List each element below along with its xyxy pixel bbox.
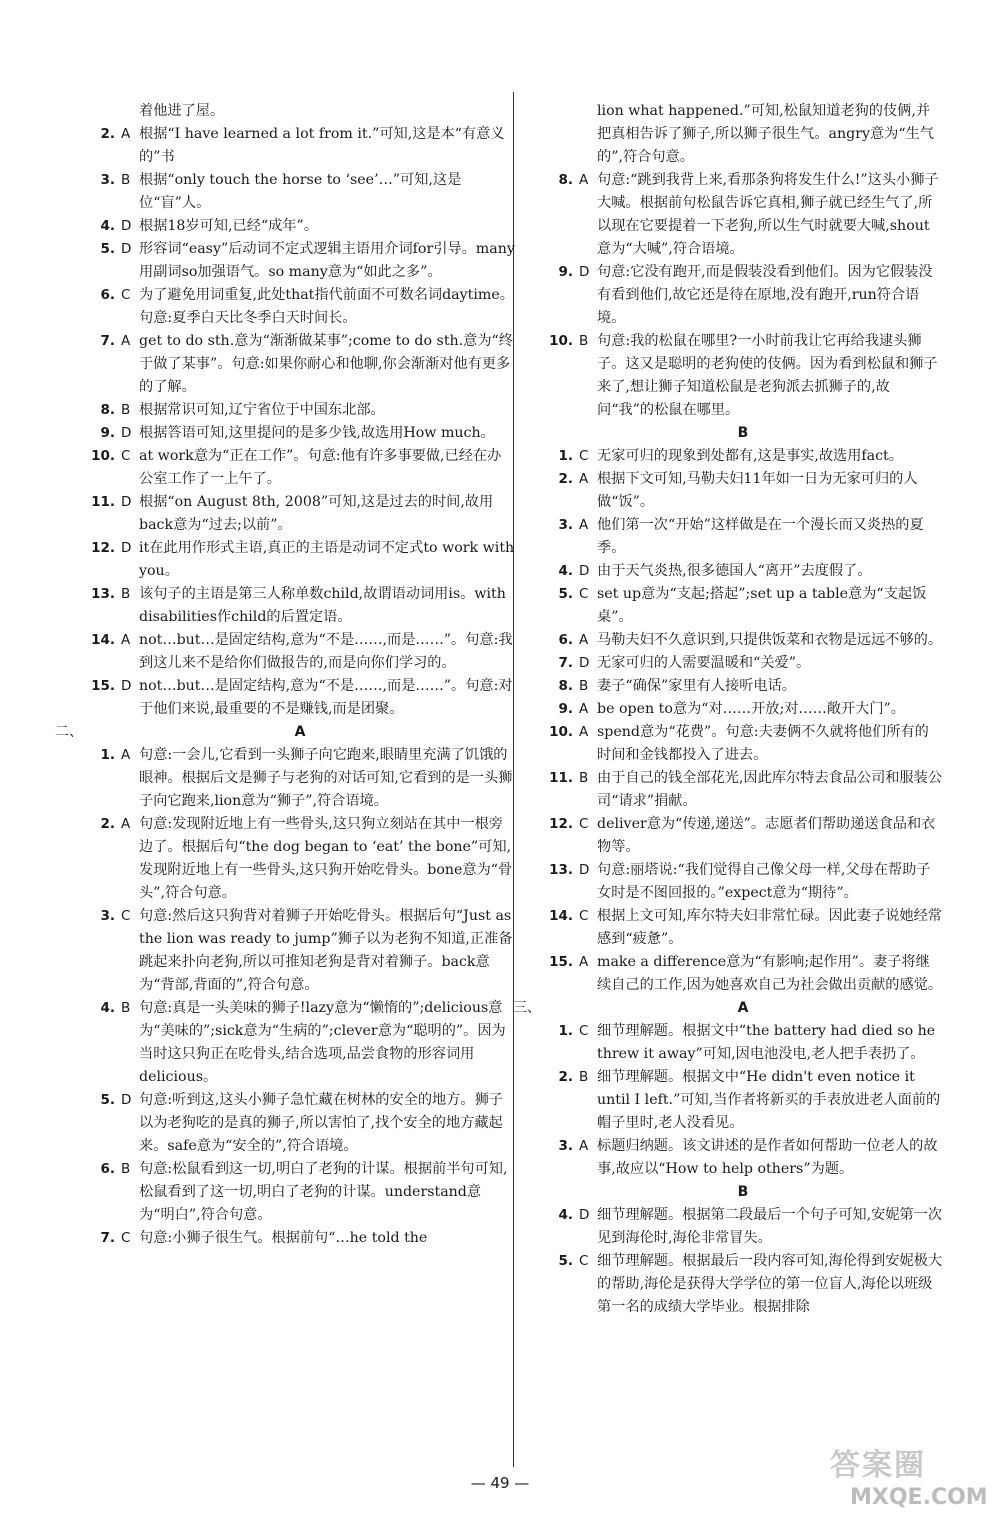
item-answer: A <box>579 701 589 717</box>
item-explanation: 由于天气炎热,很多德国人“离开”去度假了。 <box>597 563 872 579</box>
answer-item <box>543 261 943 330</box>
section-three-sub-b: B <box>737 1184 749 1200</box>
answer-item <box>85 238 515 284</box>
item-explanation: spend意为“花费”。句意:夫妻俩不久就将他们所有的时间和金钱都投入了进去。 <box>597 724 929 763</box>
answer-item <box>543 859 943 905</box>
item-explanation: 句意:它没有跑开,而是假装没看到他们。因为它假装没有看到他们,故它还是待在原地,没有跑开,run符合语境。 <box>597 264 933 326</box>
watermark-logo: 答案圈 <box>830 1448 926 1483</box>
answer-item <box>543 629 943 652</box>
item-answer: B <box>121 1000 131 1016</box>
right-items-a <box>543 169 943 422</box>
answer-item <box>543 1250 943 1319</box>
item-explanation: 形容词“easy”后动词不定式逻辑主语用介词for引导。many用副词so加强语气。so many意为“如此之多”。 <box>139 241 515 280</box>
answer-item <box>543 721 943 767</box>
item-explanation: 细节理解题。根据文中“He didn't even notice it until I left.”可知,当作者将新买的手表放进老人面前的帽子里时,老人没看见。 <box>597 1069 941 1131</box>
item-explanation: 句意:丽塔说:“我们觉得自己像父母一样,父母在帮助子女时是不图回报的。”expect意为“期待”。 <box>597 862 931 901</box>
item-explanation: not…but…是固定结构,意为“不是……,而是……”。句意:对于他们来说,最重要的不是赚钱,而是团聚。 <box>139 678 513 717</box>
item-answer: D <box>121 540 132 556</box>
item-number: 5. <box>100 1092 115 1108</box>
item-number: 1. <box>558 448 573 464</box>
answer-item <box>85 445 515 491</box>
item-answer: D <box>579 655 590 671</box>
answer-item <box>543 514 943 560</box>
item-explanation: 句意:“跳到我背上来,看那条狗将发生什么!”这头小狮子大喊。根据前句松鼠告诉它真相,狮子就已经生气了,所以现在它要提着一下老狗,所以生气时就要大喊,shout意为“大喊”,符合语境。 <box>597 172 939 257</box>
item-number: 9. <box>558 701 573 717</box>
item-explanation: 句意:松鼠看到这一切,明白了老狗的计谋。根据前半句可知,松鼠看到了这一切,明白了老狗的计谋。understand意为“明白”,符合句意。 <box>139 1161 508 1223</box>
item-number: 12. <box>91 540 115 556</box>
item-answer: A <box>579 172 589 188</box>
item-answer: C <box>579 1253 589 1269</box>
right-items-b <box>543 445 943 997</box>
item-explanation: 句意:真是一头美味的狮子!lazy意为“懒惰的”;delicious意为“美味的”;sick意为“生病的”;clever意为“聪明的”。因为当时这只狗正在吃骨头,结合选项,品尝食物的形容词用delicious。 <box>139 1000 506 1085</box>
item-explanation: 根据上文可知,库尔特夫妇非常忙碌。因此妻子说她经常感到“疲惫”。 <box>597 908 943 947</box>
item-explanation: 句意:发现附近地上有一些骨头,这只狗立刻站在其中一根旁边了。根据后句“the dog began to ‘eat’ the bone”可知,发现附近地上有一些骨头,这只狗开始吃骨头。bone意为“骨头”,符合句意。 <box>139 816 513 901</box>
item-explanation: 根据18岁可知,已经“成年”。 <box>139 218 318 234</box>
answer-item <box>85 675 515 721</box>
answer-item <box>543 767 943 813</box>
answer-item <box>85 997 515 1089</box>
right-items-c <box>543 1020 943 1181</box>
item-answer: A <box>579 1138 589 1154</box>
item-number: 10. <box>91 448 115 464</box>
item-answer: C <box>579 816 589 832</box>
item-number: 14. <box>549 908 573 924</box>
page-number: — 49 — <box>470 1474 530 1492</box>
answer-item <box>85 123 515 169</box>
item-answer: A <box>121 333 131 349</box>
watermark-url: MXQE.COM <box>850 1485 988 1510</box>
item-explanation: 细节理解题。根据最后一段内容可知,海伦得到安妮极大的帮助,海伦是获得大学学位的第一位盲人,海伦以班级第一名的成绩大学毕业。根据排除 <box>597 1253 943 1315</box>
item-answer: B <box>579 770 589 786</box>
item-explanation: get to do sth.意为“渐渐做某事”;come to do sth.意为“终于做了某事”。句意:如果你耐心和他聊,你会渐渐对他有更多的了解。 <box>139 333 513 395</box>
item-number: 6. <box>558 632 573 648</box>
left-items-b <box>85 744 515 1250</box>
item-number: 3. <box>558 517 573 533</box>
section-two-header <box>55 721 515 744</box>
item-answer: D <box>121 678 132 694</box>
item-explanation: not…but…是固定结构,意为“不是……,而是……”。句意:我到这儿来不是给你们做报告的,而是向你们学习的。 <box>139 632 513 671</box>
item-answer: A <box>121 126 131 142</box>
item-explanation: 句意:我的松鼠在哪里?一小时前我让它再给我逮头狮子。这又是聪明的老狗使的伎俩。因为看到松鼠和狮子来了,想让狮子知道松鼠是老狗派去抓狮子的,故问“我”的松鼠在哪里。 <box>597 333 938 418</box>
item-answer: C <box>121 448 131 464</box>
item-explanation: 细节理解题。根据第二段最后一个句子可知,安妮第一次见到海伦时,海伦非常冒失。 <box>597 1207 943 1246</box>
item-explanation: at work意为“正在工作”。句意:他有许多事要做,已经在办公室工作了一上午了。 <box>139 448 502 487</box>
answer-item <box>543 169 943 261</box>
item-number: 2. <box>558 471 573 487</box>
item-explanation: deliver意为“传递,递送”。志愿者们帮助递送食品和衣物等。 <box>597 816 936 855</box>
section-two-sub-b: B <box>737 425 749 441</box>
item-number: 1. <box>100 747 115 763</box>
answer-item <box>85 491 515 537</box>
item-number: 9. <box>100 425 115 441</box>
item-answer: B <box>579 1069 589 1085</box>
item-number: 3. <box>558 1138 573 1154</box>
answer-item <box>85 1158 515 1227</box>
item-answer: A <box>579 954 589 970</box>
item-explanation: make a difference意为“有影响;起作用”。妻子将继续自己的工作,因为她喜欢自己为社会做出贡献的感觉。 <box>597 954 943 993</box>
item-number: 10. <box>549 724 573 740</box>
answer-item <box>543 1135 943 1181</box>
item-answer: C <box>121 287 131 303</box>
item-number: 5. <box>558 1253 573 1269</box>
item-answer: C <box>579 448 589 464</box>
item-explanation: 根据“on August 8th, 2008”可知,这是过去的时间,故用back意为“过去;以前”。 <box>139 494 494 533</box>
item-number: 6. <box>100 1161 115 1177</box>
answer-item <box>85 1089 515 1158</box>
item-number: 5. <box>100 241 115 257</box>
item-answer: C <box>121 908 131 924</box>
item-explanation: 他们第一次“开始”这样做是在一个漫长而又炎热的夏季。 <box>597 517 924 556</box>
item-answer: D <box>121 494 132 510</box>
item-explanation: set up意为“支起;搭起”;set up a table意为“支起饭桌”。 <box>597 586 927 625</box>
item-number: 2. <box>100 126 115 142</box>
item-number: 12. <box>549 816 573 832</box>
item-explanation: 标题归纳题。该文讲述的是作者如何帮助一位老人的故事,故应以“How to help others”为题。 <box>597 1138 938 1177</box>
item-explanation: 无家可归的人需要温暖和“关爱”。 <box>597 655 811 671</box>
answer-item <box>85 1227 515 1250</box>
item-number: 2. <box>558 1069 573 1085</box>
item-explanation: 马勒夫妇不久意识到,只提供饭菜和衣物是远远不够的。 <box>597 632 943 648</box>
item-number: 9. <box>558 264 573 280</box>
item-answer: C <box>579 586 589 602</box>
item-explanation: 该句子的主语是第三人称单数child,故谓语动词用is。with disabilities作child的后置定语。 <box>139 586 506 625</box>
item-number: 8. <box>558 678 573 694</box>
item-answer: B <box>121 172 131 188</box>
item-number: 11. <box>549 770 573 786</box>
item-explanation: 根据常识可知,辽宁省位于中国东北部。 <box>139 402 385 418</box>
item-explanation: 妻子“确保”家里有人接听电话。 <box>597 678 796 694</box>
answer-item <box>543 330 943 422</box>
item-number: 3. <box>100 172 115 188</box>
left-lead-text: 着他进了屋。 <box>139 103 225 119</box>
answer-item <box>85 813 515 905</box>
right-items-d <box>543 1204 943 1319</box>
item-answer: A <box>121 747 131 763</box>
answer-item <box>543 905 943 951</box>
answer-item <box>85 629 515 675</box>
item-number: 5. <box>558 586 573 602</box>
item-number: 15. <box>549 954 573 970</box>
item-answer: D <box>579 264 590 280</box>
answer-item <box>543 560 943 583</box>
item-answer: B <box>121 402 131 418</box>
item-number: 15. <box>91 678 115 694</box>
item-explanation: 句意:一会儿,它看到一头狮子向它跑来,眼睛里充满了饥饿的眼神。根据后文是狮子与老狗的对话可知,它看到的是一头狮子向它跑来,lion意为“狮子”,符合语境。 <box>139 747 513 809</box>
item-answer: B <box>121 586 131 602</box>
item-answer: C <box>579 908 589 924</box>
item-number: 14. <box>91 632 115 648</box>
section-two-sub-a: A <box>294 724 306 740</box>
left-items-a <box>85 123 515 721</box>
item-answer: A <box>121 816 131 832</box>
item-answer: A <box>579 632 589 648</box>
item-number: 7. <box>100 333 115 349</box>
item-explanation: 句意:然后这只狗背对着狮子开始吃骨头。根据后句“Just as the lion was ready to jump”狮子以为老狗不知道,正准备跳起来扑向老狗,所以可推知老狗是背对着狮子。back意为“背部,背面的”,符合句意。 <box>139 908 513 993</box>
answer-item <box>85 422 515 445</box>
right-lead-text: lion what happened.”可知,松鼠知道老狗的伎俩,并把真相告诉了狮子,所以狮子很生气。angry意为“生气的”,符合句意。 <box>597 103 934 165</box>
item-answer: A <box>579 724 589 740</box>
answer-item <box>85 284 515 330</box>
item-number: 4. <box>558 563 573 579</box>
item-number: 11. <box>91 494 115 510</box>
item-number: 8. <box>100 402 115 418</box>
answer-item <box>543 652 943 675</box>
item-explanation: 无家可归的现象到处都有,这是事实,故选用fact。 <box>597 448 903 464</box>
item-answer: D <box>121 1092 132 1108</box>
item-number: 10. <box>549 333 573 349</box>
item-number: 1. <box>558 1023 573 1039</box>
item-answer: C <box>579 1023 589 1039</box>
answer-item <box>85 169 515 215</box>
item-answer: A <box>579 517 589 533</box>
right-column <box>513 100 943 1319</box>
answer-item <box>85 537 515 583</box>
item-number: 3. <box>100 908 115 924</box>
item-answer: D <box>121 425 132 441</box>
item-explanation: 根据答语可知,这里提问的是多少钱,故选用How much。 <box>139 425 495 441</box>
section-three-header <box>513 997 943 1020</box>
answer-item <box>543 583 943 629</box>
answer-item <box>543 675 943 698</box>
item-number: 4. <box>100 218 115 234</box>
item-explanation: 根据“only touch the horse to ‘see’…”可知,这是位“盲”人。 <box>139 172 462 211</box>
item-number: 13. <box>549 862 573 878</box>
section-two-mark: 二、 <box>55 724 83 740</box>
item-explanation: 细节理解题。根据文中“the battery had died so he threw it away”可知,因电池没电,老人把手表扔了。 <box>597 1023 936 1062</box>
answer-item <box>543 1066 943 1135</box>
item-number: 4. <box>558 1207 573 1223</box>
answer-item <box>85 583 515 629</box>
answer-item <box>543 698 943 721</box>
answer-item <box>85 215 515 238</box>
item-explanation: 根据下文可知,马勒夫妇11年如一日为无家可归的人做“饭”。 <box>597 471 918 510</box>
item-number: 6. <box>100 287 115 303</box>
left-column <box>55 100 515 1250</box>
item-explanation: 句意:小狮子很生气。根据前句“…he told the <box>139 1230 428 1246</box>
item-number: 7. <box>100 1230 115 1246</box>
answer-item <box>543 813 943 859</box>
item-explanation: 为了避免用词重复,此处that指代前面不可数名词daytime。句意:夏季白天比冬季白天时间长。 <box>139 287 514 326</box>
item-answer: B <box>579 333 589 349</box>
item-explanation: 根据“I have learned a lot from it.”可知,这是本“有意义的”书 <box>139 126 505 165</box>
item-answer: D <box>579 563 590 579</box>
answer-item <box>85 330 515 399</box>
answer-item <box>85 399 515 422</box>
item-number: 8. <box>558 172 573 188</box>
item-number: 2. <box>100 816 115 832</box>
section-three-mark: 三、 <box>513 1000 541 1016</box>
item-answer: A <box>579 471 589 487</box>
item-answer: A <box>121 632 131 648</box>
answer-item <box>543 468 943 514</box>
item-explanation: 句意:听到这,这头小狮子急忙藏在树林的安全的地方。狮子以为老狗吃的是真的狮子,所以害怕了,找个安全的地方藏起来。safe意为“安全的”,符合语境。 <box>139 1092 503 1154</box>
item-number: 4. <box>100 1000 115 1016</box>
item-answer: D <box>579 862 590 878</box>
answer-item <box>543 445 943 468</box>
item-answer: D <box>579 1207 590 1223</box>
item-answer: D <box>121 241 132 257</box>
item-explanation: 由于自己的钱全部花光,因此库尔特去食品公司和服装公司“请求”捐献。 <box>597 770 943 809</box>
section-three-sub-a: A <box>737 1000 749 1016</box>
answer-item <box>543 951 943 997</box>
answer-item <box>85 744 515 813</box>
answer-item <box>85 905 515 997</box>
item-answer: C <box>121 1230 131 1246</box>
answer-item <box>543 1020 943 1066</box>
item-number: 13. <box>91 586 115 602</box>
item-explanation: it在此用作形式主语,真正的主语是动词不定式to work with you。 <box>139 540 515 579</box>
answer-item <box>543 1204 943 1250</box>
item-answer: B <box>579 678 589 694</box>
item-explanation: be open to意为“对……开放;对……敞开大门”。 <box>597 701 905 717</box>
item-number: 7. <box>558 655 573 671</box>
item-answer: B <box>121 1161 131 1177</box>
item-answer: D <box>121 218 132 234</box>
